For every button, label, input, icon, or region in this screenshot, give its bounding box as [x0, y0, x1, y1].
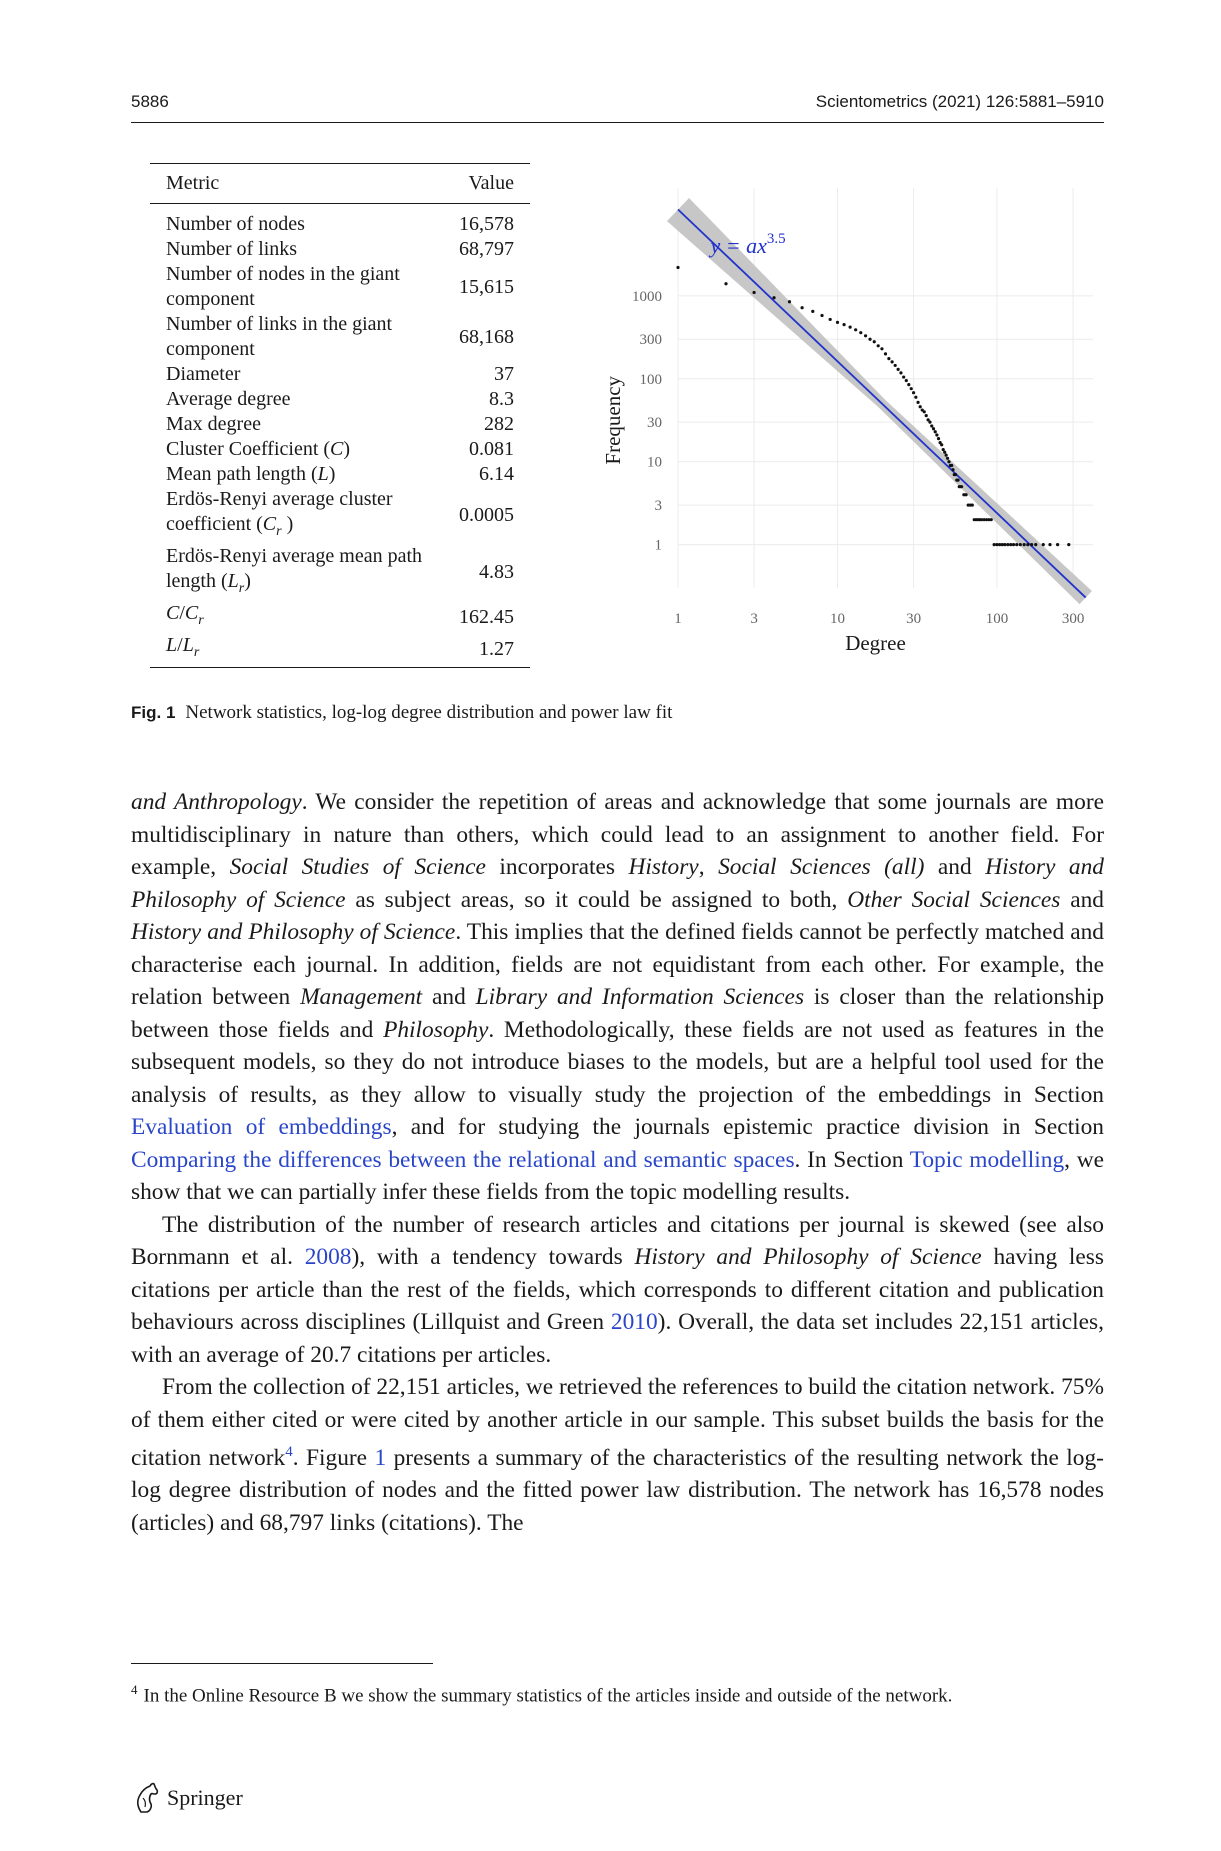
data-point	[1026, 543, 1029, 546]
body-text	[131, 786, 1104, 1539]
data-point	[1003, 543, 1006, 546]
x-tick-label: 1	[674, 611, 682, 627]
value-cell: 6.14	[479, 463, 514, 485]
paragraph-3	[131, 1371, 1104, 1539]
data-point	[937, 437, 940, 440]
data-point	[1009, 543, 1012, 546]
text-run: having less citations per article than the rest of the fields, which corresponds to different citation and publication behaviours across disciplines (Lillquist and Green	[131, 1244, 1105, 1335]
data-point	[1030, 543, 1033, 546]
data-point	[923, 410, 926, 413]
table-row	[150, 312, 530, 362]
paragraph-2	[131, 1209, 1104, 1372]
network-statistics-table	[150, 163, 530, 668]
value-cell: 0.081	[469, 438, 514, 460]
text-run: and	[1060, 886, 1104, 913]
metric-cell: Erdös-Renyi average cluster coefficient ($C_r$ )	[166, 488, 393, 539]
y-tick-label: 1000	[632, 288, 662, 305]
data-point	[842, 323, 845, 326]
value-cell: 4.83	[479, 561, 514, 583]
data-point	[897, 368, 900, 371]
data-point	[1015, 543, 1018, 546]
italic-text: History and Philosophy of Science	[131, 854, 1105, 913]
text-run: . We consider the repetition of areas and acknowledge that some journals are more multidisciplinary in nature than others, which could lead to an assignment to another field. For example,	[131, 789, 1104, 880]
data-point	[925, 414, 928, 417]
x-tick-label: 10	[829, 611, 845, 627]
data-point	[829, 318, 832, 321]
y-tick-label: 300	[639, 332, 662, 349]
metric-cell: Number of nodes	[166, 213, 305, 235]
data-point	[964, 493, 967, 496]
metric-cell: Max degree	[166, 413, 261, 435]
footnote	[131, 1677, 1104, 1708]
data-point	[801, 306, 804, 309]
text-run: ), with a tendency towards	[351, 1244, 635, 1270]
data-point	[1023, 543, 1026, 546]
x-tick-label: 3	[750, 611, 758, 627]
data-point	[905, 379, 908, 382]
metric-cell: Diameter	[166, 363, 241, 385]
paragraph-1	[131, 786, 1104, 1209]
italic-text: Library and Information Sciences	[475, 984, 805, 1010]
text-run: . In Section	[794, 1146, 910, 1173]
text-run: and	[422, 984, 476, 1010]
figure-caption	[131, 702, 672, 724]
text-run: incorporates	[485, 854, 629, 880]
value-cell: 15,615	[459, 275, 514, 298]
data-point	[950, 464, 953, 467]
section-link-comparing-differences[interactable]: Comparing the differences between the relational and semantic spaces	[131, 1146, 795, 1173]
data-point	[912, 391, 915, 394]
data-point	[914, 396, 917, 399]
italic-text: Other Social Sciences	[847, 886, 1061, 913]
data-point	[956, 479, 959, 482]
data-point	[932, 427, 935, 430]
table-row	[150, 204, 530, 238]
data-point	[836, 321, 839, 324]
text-run: ). Overall, the data set includes 22,151 articles, with an average of 20.7 citations per articles.	[131, 1309, 1104, 1368]
value-cell: 1.27	[440, 633, 530, 668]
data-point	[724, 282, 727, 285]
data-point	[945, 454, 948, 457]
value-cell: 68,168	[459, 325, 514, 348]
degree-distribution-plot	[596, 180, 1101, 675]
text-run: . This implies that the defined fields cannot be perfectly matched and characterise each journal. In addition, fields are not equidistant from each other. For example, the relation between	[131, 919, 1104, 1010]
data-point	[1042, 543, 1045, 546]
text-run: The distribution of the number of research articles and citations per journal is skewed (see also Bornmann et al.	[131, 1211, 1104, 1270]
publisher-footer	[131, 1782, 243, 1814]
column-header-metric: Metric	[150, 164, 440, 204]
text-run: . Figure	[292, 1444, 375, 1471]
data-point	[864, 334, 867, 337]
value-cell: 68,797	[459, 238, 514, 260]
data-point	[990, 518, 993, 521]
text-run: as subject areas, so it could be assigned to both,	[345, 886, 848, 913]
italic-text: Philosophy	[383, 1016, 489, 1043]
data-point	[954, 473, 957, 476]
data-point	[935, 433, 938, 436]
journal-reference: Scientometrics (2021) 126:5881–5910	[815, 92, 1104, 111]
table-body	[150, 204, 530, 668]
data-point	[820, 314, 823, 317]
metric-cell: Average degree	[166, 388, 291, 410]
y-tick-label: 3	[654, 498, 662, 515]
value-cell: 0.0005	[459, 504, 514, 526]
data-point	[907, 383, 910, 386]
metric-cell: Erdös-Renyi average mean path length $(L_r)$	[166, 545, 423, 596]
data-point	[971, 503, 974, 506]
section-link-topic-modelling[interactable]: Topic modelling	[909, 1146, 1065, 1173]
data-point	[919, 405, 922, 408]
column-header-value: Value	[440, 164, 530, 204]
x-tick-label: 30	[906, 611, 922, 627]
data-point	[930, 424, 933, 427]
data-point	[928, 421, 931, 424]
y-tick-label: 100	[639, 371, 662, 388]
data-point	[884, 352, 887, 355]
y-tick-label: 1	[654, 537, 662, 554]
table-row	[150, 362, 530, 387]
data-point	[887, 357, 890, 360]
metric-cell: $L/L_r$	[150, 633, 440, 668]
x-tick-label: 100	[985, 611, 1009, 627]
table-row	[150, 437, 530, 462]
value-cell: 162.45	[459, 605, 514, 628]
metric-cell: Number of nodes in the giant component	[166, 263, 400, 310]
table-row	[150, 462, 530, 487]
data-point	[910, 387, 913, 390]
text-run: , and for studying the journals epistemic practice division in Section	[391, 1114, 1104, 1140]
data-point	[772, 296, 775, 299]
table-row	[150, 412, 530, 437]
table-row	[150, 387, 530, 412]
text-run: . Methodologically, these fields are not used as features in the subsequent models, so they do not introduce biases to the models, but are a helpful tool used for the analysis of results, as they allow to visually study the projection of the embeddings in Section	[131, 1016, 1105, 1108]
data-point	[1006, 543, 1009, 546]
italic-text: Social Studies of Science	[229, 854, 486, 880]
data-point	[916, 401, 919, 404]
y-tick-label: 10	[647, 454, 662, 471]
publisher-name: Springer	[167, 1785, 243, 1810]
data-point	[873, 340, 876, 343]
data-point	[960, 485, 963, 488]
data-point	[891, 360, 894, 363]
data-point	[1019, 543, 1022, 546]
table-row	[150, 262, 530, 312]
footnote-reference[interactable]: 4	[285, 1444, 293, 1460]
value-cell: 282	[484, 413, 514, 435]
data-point	[854, 328, 857, 331]
metric-cell: Number of links in the giant component	[166, 313, 393, 360]
text-run: , we show that we can partially infer these fields from the topic modelling results.	[131, 1146, 1104, 1205]
fit-annotation: $y = ax^{3.5}$	[710, 230, 786, 258]
metric-cell: Mean path length (L)	[166, 463, 336, 485]
data-point	[943, 451, 946, 454]
springer-horse-icon	[131, 1782, 161, 1814]
data-point	[880, 347, 883, 350]
metric-cell: Cluster Coefficient (C)	[166, 438, 351, 460]
data-point	[859, 331, 862, 334]
table-row	[150, 237, 530, 262]
text-run: From the collection of 22,151 articles, we retrieved the references to build the citation network. 75% of them either cited or were cited by another article in our sample. This subset builds the basis for the citation network	[131, 1374, 1104, 1471]
table-row	[150, 487, 530, 544]
data-point	[1034, 543, 1037, 546]
footnote-divider	[131, 1663, 433, 1664]
data-point	[940, 443, 943, 446]
data-point	[849, 326, 852, 329]
x-tick-label: 300	[1061, 611, 1085, 627]
citation-link-lillquist-2010[interactable]: 2010	[610, 1309, 658, 1335]
italic-text: and Anthropology	[131, 789, 302, 815]
caption-text: Network statistics, log-log degree distribution and power law fit	[185, 702, 673, 723]
italic-text: History	[628, 854, 699, 880]
italic-text: Social Sciences (all)	[718, 854, 925, 880]
degree-points	[676, 266, 1070, 546]
text-run: and	[924, 854, 986, 880]
data-point	[868, 338, 871, 341]
x-axis-label: Degree	[845, 631, 906, 655]
fit-line	[678, 210, 1086, 598]
data-point	[894, 364, 897, 367]
italic-text: History and Philosophy of Science	[634, 1244, 982, 1270]
value-cell: 8.3	[489, 388, 514, 410]
data-point	[1012, 543, 1015, 546]
running-header	[131, 88, 1104, 123]
section-link-evaluation-of-embeddings[interactable]: Evaluation of embeddings	[131, 1114, 392, 1140]
data-point	[788, 300, 791, 303]
text-run: presents a summary of the characteristics of the resulting network the log-log degree distribution of nodes and the fitted power law distribution. The network has 16,578 nodes (articles) and 68,797 links (citations). The	[131, 1444, 1104, 1536]
value-cell: 16,578	[459, 213, 514, 235]
y-axis-label: Frequency	[601, 375, 625, 465]
data-point	[946, 457, 949, 460]
footnote-text: In the Online Resource B we show the summary statistics of the articles inside and outside of the network.	[143, 1685, 953, 1707]
data-point	[947, 460, 950, 463]
text-run: is closer than the relationship between those fields and	[131, 984, 1105, 1043]
table-row	[150, 633, 530, 668]
data-point	[676, 266, 679, 269]
italic-text: History and Philosophy of Science	[131, 919, 456, 945]
data-point	[877, 344, 880, 347]
y-tick-label: 30	[647, 415, 662, 432]
data-point	[752, 291, 755, 294]
data-point	[1048, 543, 1051, 546]
data-point	[934, 430, 937, 433]
data-point	[993, 543, 996, 546]
data-point	[1067, 543, 1070, 546]
value-cell: 37	[494, 363, 514, 385]
page-number: 5886	[131, 92, 169, 111]
table-header-row	[150, 164, 530, 204]
data-point	[899, 371, 902, 374]
data-point	[811, 310, 814, 313]
power-law-fit-line	[678, 210, 1086, 598]
text-run: ,	[698, 854, 719, 880]
data-point	[902, 375, 905, 378]
figure-label: Fig. 1	[131, 703, 176, 722]
footnote-number: 4	[131, 1682, 138, 1697]
table-row	[150, 601, 530, 633]
metric-cell: Number of links	[166, 238, 298, 260]
data-point	[1056, 543, 1059, 546]
italic-text: Management	[300, 984, 423, 1010]
data-point	[951, 468, 954, 471]
citation-link-bornmann-2008[interactable]: 2008	[304, 1244, 352, 1270]
table-row	[150, 544, 530, 601]
figure-reference-link[interactable]: 1	[374, 1444, 387, 1471]
metric-cell: $C/C_r$	[166, 602, 204, 628]
